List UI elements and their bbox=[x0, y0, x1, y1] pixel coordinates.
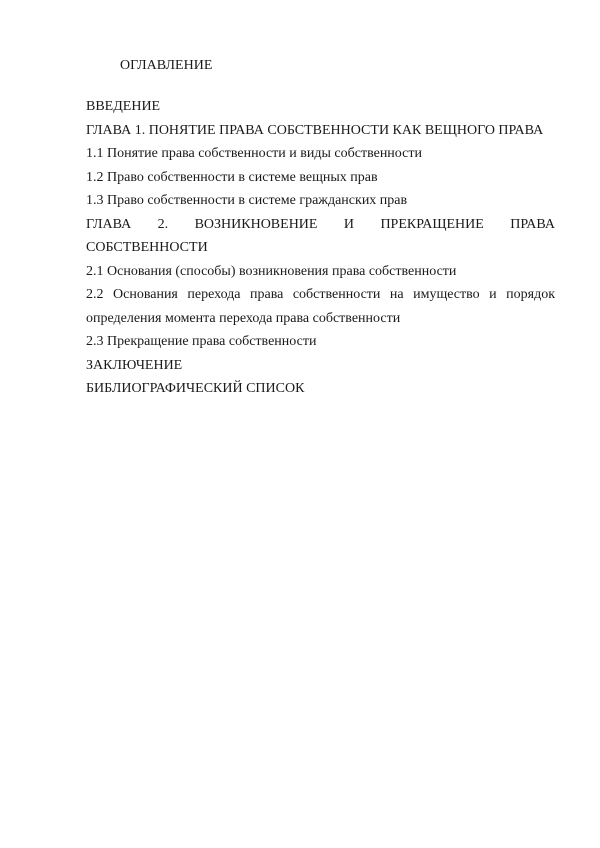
toc-entry-chapter-1: ГЛАВА 1. ПОНЯТИЕ ПРАВА СОБСТВЕННОСТИ КАК ВЕЩНОГО ПРАВА bbox=[86, 122, 544, 138]
toc-entry-chapter-2: ГЛАВА 2. ВОЗНИКНОВЕНИЕ И ПРЕКРАЩЕНИЕ ПРАВА СОБСТВЕННОСТИ bbox=[86, 216, 555, 255]
toc-entry-2-2: 2.2 Основания перехода права собственности на имущество и порядок определения момента перехода права собственности bbox=[86, 287, 555, 326]
toc-entry-2-3: 2.3 Прекращение права собственности bbox=[86, 334, 317, 349]
toc-entry-1-2: 1.2 Право собственности в системе вещных прав bbox=[86, 169, 378, 185]
toc-heading: ОГЛАВЛЕНИЕ bbox=[120, 58, 213, 73]
table-of-contents bbox=[86, 95, 555, 401]
toc-entry-1-1: 1.1 Понятие права собственности и виды собственности bbox=[86, 146, 422, 161]
toc-entry-1-3: 1.3 Право собственности в системе гражданских прав bbox=[86, 193, 408, 208]
toc-entry-conclusion: ЗАКЛЮЧЕНИЕ bbox=[86, 357, 183, 373]
toc-entry-introduction: ВВЕДЕНИЕ bbox=[86, 99, 161, 114]
toc-entry-bibliography: БИБЛИОГРАФИЧЕСКИЙ СПИСОК bbox=[86, 381, 305, 396]
toc-entry-2-1: 2.1 Основания (способы) возникновения права собственности bbox=[86, 263, 457, 279]
